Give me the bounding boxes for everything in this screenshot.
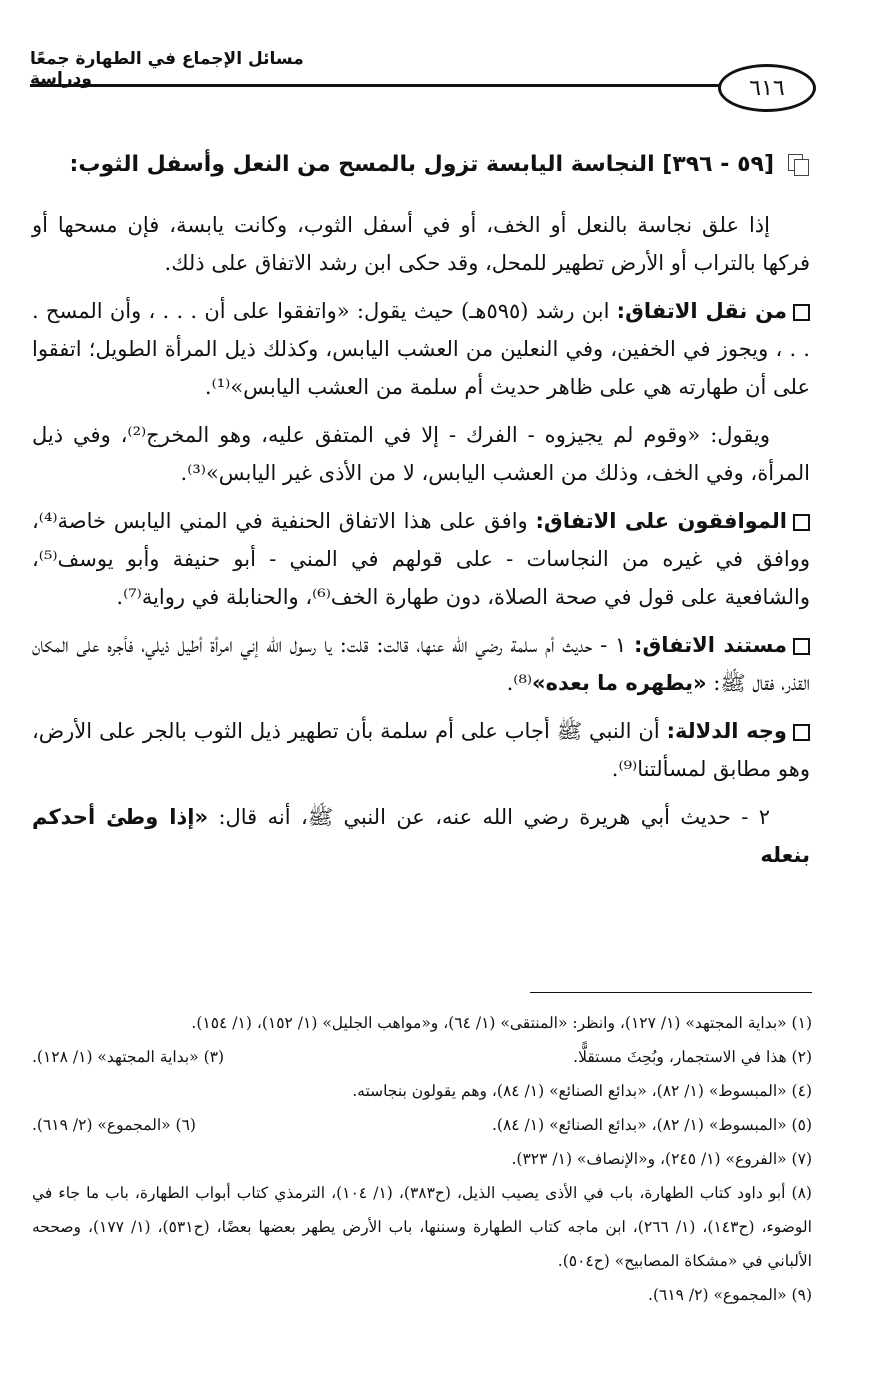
footnote-5: (٥) «المبسوط» (١/ ٨٢)، «بدائع الصنائع» (١/ ٨٤).	[491, 1116, 812, 1134]
footnote-row-2-3	[32, 1040, 812, 1074]
footnote-6: (٦) «المجموع» (٢/ ٦١٩).	[32, 1116, 196, 1134]
footnotes	[32, 1006, 812, 1312]
footnote-9: (٩) «المجموع» (٢/ ٦١٩).	[648, 1286, 812, 1304]
paragraph-agreeing	[32, 502, 810, 616]
reporters-text: ابن رشد (٥٩٥هـ) حيث يقول: «واتفقوا على أن . . . ، وأن المسح . . . ، ويجوز في الخفين، وفي النعلين من العشب اليابس، وكذلك ذيل المرأة الطويل؛ اتفقوا على أن طهارته هي على ظاهر حديث أم سلمة من العشب اليابس»⁽¹⁾.	[32, 299, 810, 399]
main-text	[32, 146, 810, 884]
agreeing-text: وافق على هذا الاتفاق الحنفية في المني اليابس خاصة⁽⁴⁾، ووافق في غيره من النجاسات - على قولهم في المني - أبو حنيفة وأبو يوسف⁽⁵⁾، والشافعية على قول في صحة الصلاة، دون طهارة الخف⁽⁶⁾، والحنابلة في رواية⁽⁷⁾.	[32, 509, 810, 609]
page-number	[718, 64, 816, 112]
reporters-heading: من نقل الاتفاق:	[616, 299, 787, 323]
second-hadith-quote: «إذا وطئ أحدكم بنعله	[32, 805, 810, 867]
basis-heading: مستند الاتفاق:	[634, 633, 787, 657]
copy-icon[interactable]	[788, 154, 810, 176]
page-number-text: ٦١٦	[749, 75, 785, 101]
paragraph-quote: ويقول: «وقوم لم يجيزوه - الفرك - إلا في المتفق عليه، وهو المخرج⁽²⁾، وفي ذيل المرأة، وفي الخف، وذلك من العشب اليابس، لا من الأذى غير اليابس»⁽³⁾.	[32, 423, 810, 485]
footnote-1: (١) «بداية المجتهد» (١/ ١٢٧)، وانظر: «المنتقى» (١/ ٦٤)، و«مواهب الجليل» (١/ ١٥٢)، (١/ ١٥٤).	[191, 1014, 812, 1032]
footnote-4: (٤) «المبسوط» (١/ ٨٢)، «بدائع الصنائع» (١/ ٨٤)، وهم يقولون بنجاسته.	[352, 1082, 812, 1100]
square-bullet-icon	[793, 638, 810, 655]
footnote-2: (٢) هذا في الاستجمار، وبُحِثَ مستقلًّا.	[573, 1048, 812, 1066]
header-rule	[30, 84, 730, 87]
square-bullet-icon	[793, 724, 810, 741]
footnote-8: (٨) أبو داود كتاب الطهارة، باب في الأذى يصيب الذيل، (ح٣٨٣)، (١/ ١٠٤)، الترمذي كتاب أبواب الطهارة، باب ما جاء في الوضوء، (ح١٤٣)، (١/ ٢٦٦)، ابن ماجه كتاب الطهارة وسننها، باب الأرض يطهر بعضها بعضًا، (ح٥٣١)، (١/ ١٧٧)، وصححه الألباني في «مشكاة المصابيح» (ح٥٠٤).	[32, 1184, 812, 1270]
footnote-7: (٧) «الفروع» (١/ ٢٤٥)، و«الإنصاف» (١/ ٣٢٣).	[511, 1150, 812, 1168]
running-title: مسائل الإجماع في الطهارة جمعًا ودراسة	[30, 49, 304, 89]
footnote-3: (٣) «بداية المجتهد» (١/ ١٢٨).	[32, 1048, 225, 1066]
paragraph-evidence	[32, 712, 810, 788]
hadith-quote: «يطهره ما بعده»	[532, 671, 707, 695]
paragraph-second-hadith	[32, 798, 810, 874]
paragraph-intro: إذا علق نجاسة بالنعل أو الخف، أو في أسفل الثوب، وكانت يابسة، فإن مسحها أو فركها بالتراب أو الأرض تطهير للمحل، وقد حكى ابن رشد الاتفاق على ذلك.	[32, 213, 810, 275]
section-title: [٥٩ - ٣٩٦] النجاسة اليابسة تزول بالمسح من النعل وأسفل الثوب:	[69, 152, 774, 177]
square-bullet-icon	[793, 304, 810, 321]
basis-footnote-ref: ⁽⁸⁾.	[506, 671, 533, 695]
footnote-row-5-6	[32, 1108, 812, 1142]
basis-text: ١ - حديث أم سلمة رضي الله عنها، قالت: قلت: يا رسول الله إني امرأة أطيل ذيلي، فأجره على المكان القذر، فقال ﷺ:	[32, 633, 810, 695]
paragraph-basis	[32, 626, 810, 702]
square-bullet-icon	[793, 514, 810, 531]
evidence-heading: وجه الدلالة:	[666, 719, 787, 743]
footnote-rule	[530, 992, 812, 993]
agreeing-heading: الموافقون على الاتفاق:	[535, 509, 787, 533]
section-heading	[32, 146, 810, 184]
evidence-text: أن النبي ﷺ أجاب على أم سلمة بأن تطهير ذيل الثوب بالجر على الأرض، وهو مطابق لمسألتنا⁽⁹⁾.	[32, 719, 810, 781]
second-hadith-text: ٢ - حديث أبي هريرة رضي الله عنه، عن النبي ﷺ، أنه قال:	[208, 805, 770, 829]
paragraph-reporters	[32, 292, 810, 406]
